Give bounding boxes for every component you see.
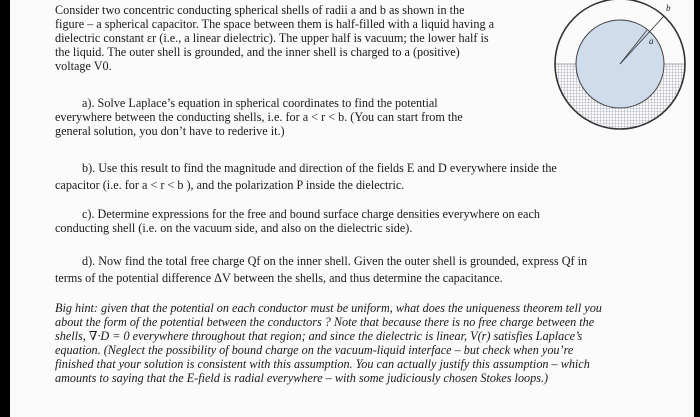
part-a-line-3: general solution, you don’t have to rederive it.) xyxy=(55,124,285,138)
part-d-line-1: d). Now find the total free charge Qf on the inner shell. Given the outer shell is grounded, express Qf in xyxy=(82,254,588,268)
hint-line-1: Big hint: given that the potential on each conductor must be uniform, what does the uniqueness theorem tell you xyxy=(55,301,602,315)
intro-line-2: figure – a spherical capacitor. The space between them is half-filled with a liquid having a xyxy=(55,17,495,31)
part-a-line-2: everywhere between the conducting shells, i.e. for a < r < b. (You can start from the xyxy=(55,110,463,124)
hint-line-3: shells, ∇·D = 0 everywhere throughout that region; and since the dielectric is linear, V(r) satisfies Laplace’s xyxy=(55,329,583,343)
hint-line-4: equation. (Neglect the possibility of bound charge on the vacuum-liquid interface – but check when you’re xyxy=(55,343,574,357)
intro-line-5: voltage V0. xyxy=(55,59,112,73)
spherical-capacitor-figure xyxy=(546,0,694,146)
hint-line-5: finished that your solution is consistent with this assumption. You can actually justify this assumption – which xyxy=(55,357,590,371)
part-b-line-2: capacitor (i.e. for a < r < b ), and the polarization P inside the dielectric. xyxy=(55,178,405,192)
intro-line-3: dielectric constant εr (i.e., a linear dielectric). The upper half is vacuum; the lower half is xyxy=(55,31,489,45)
intro-line-1: Consider two concentric conducting spherical shells of radii a and b as shown in the xyxy=(55,3,465,17)
radius-b-label: b xyxy=(666,3,671,13)
part-d-line-2: terms of the potential difference ΔV between the shells, and thus determine the capacitance. xyxy=(55,271,503,285)
document-page xyxy=(10,0,694,417)
part-c-line-1: c). Determine expressions for the free and bound surface charge densities everywhere on each xyxy=(82,207,540,221)
radius-a-label: a xyxy=(649,36,654,46)
hint-line-6: amounts to saying that the E-field is radial everywhere – with some judiciously chosen Stokes loops.) xyxy=(55,371,549,385)
part-a-line-1: a). Solve Laplace’s equation in spherical coordinates to find the potential xyxy=(82,96,438,110)
intro-line-4: the liquid. The outer shell is grounded, and the inner shell is charged to a (positive) xyxy=(55,45,460,59)
hint-line-2: about the form of the potential between the conductors ? Note that because there is no free charge between the xyxy=(55,315,595,329)
part-b-line-1: b). Use this result to find the magnitude and direction of the fields E and D everywhere inside the xyxy=(82,161,557,175)
part-c-line-2: conducting shell (i.e. on the vacuum side, and also on the dielectric side). xyxy=(55,221,413,235)
